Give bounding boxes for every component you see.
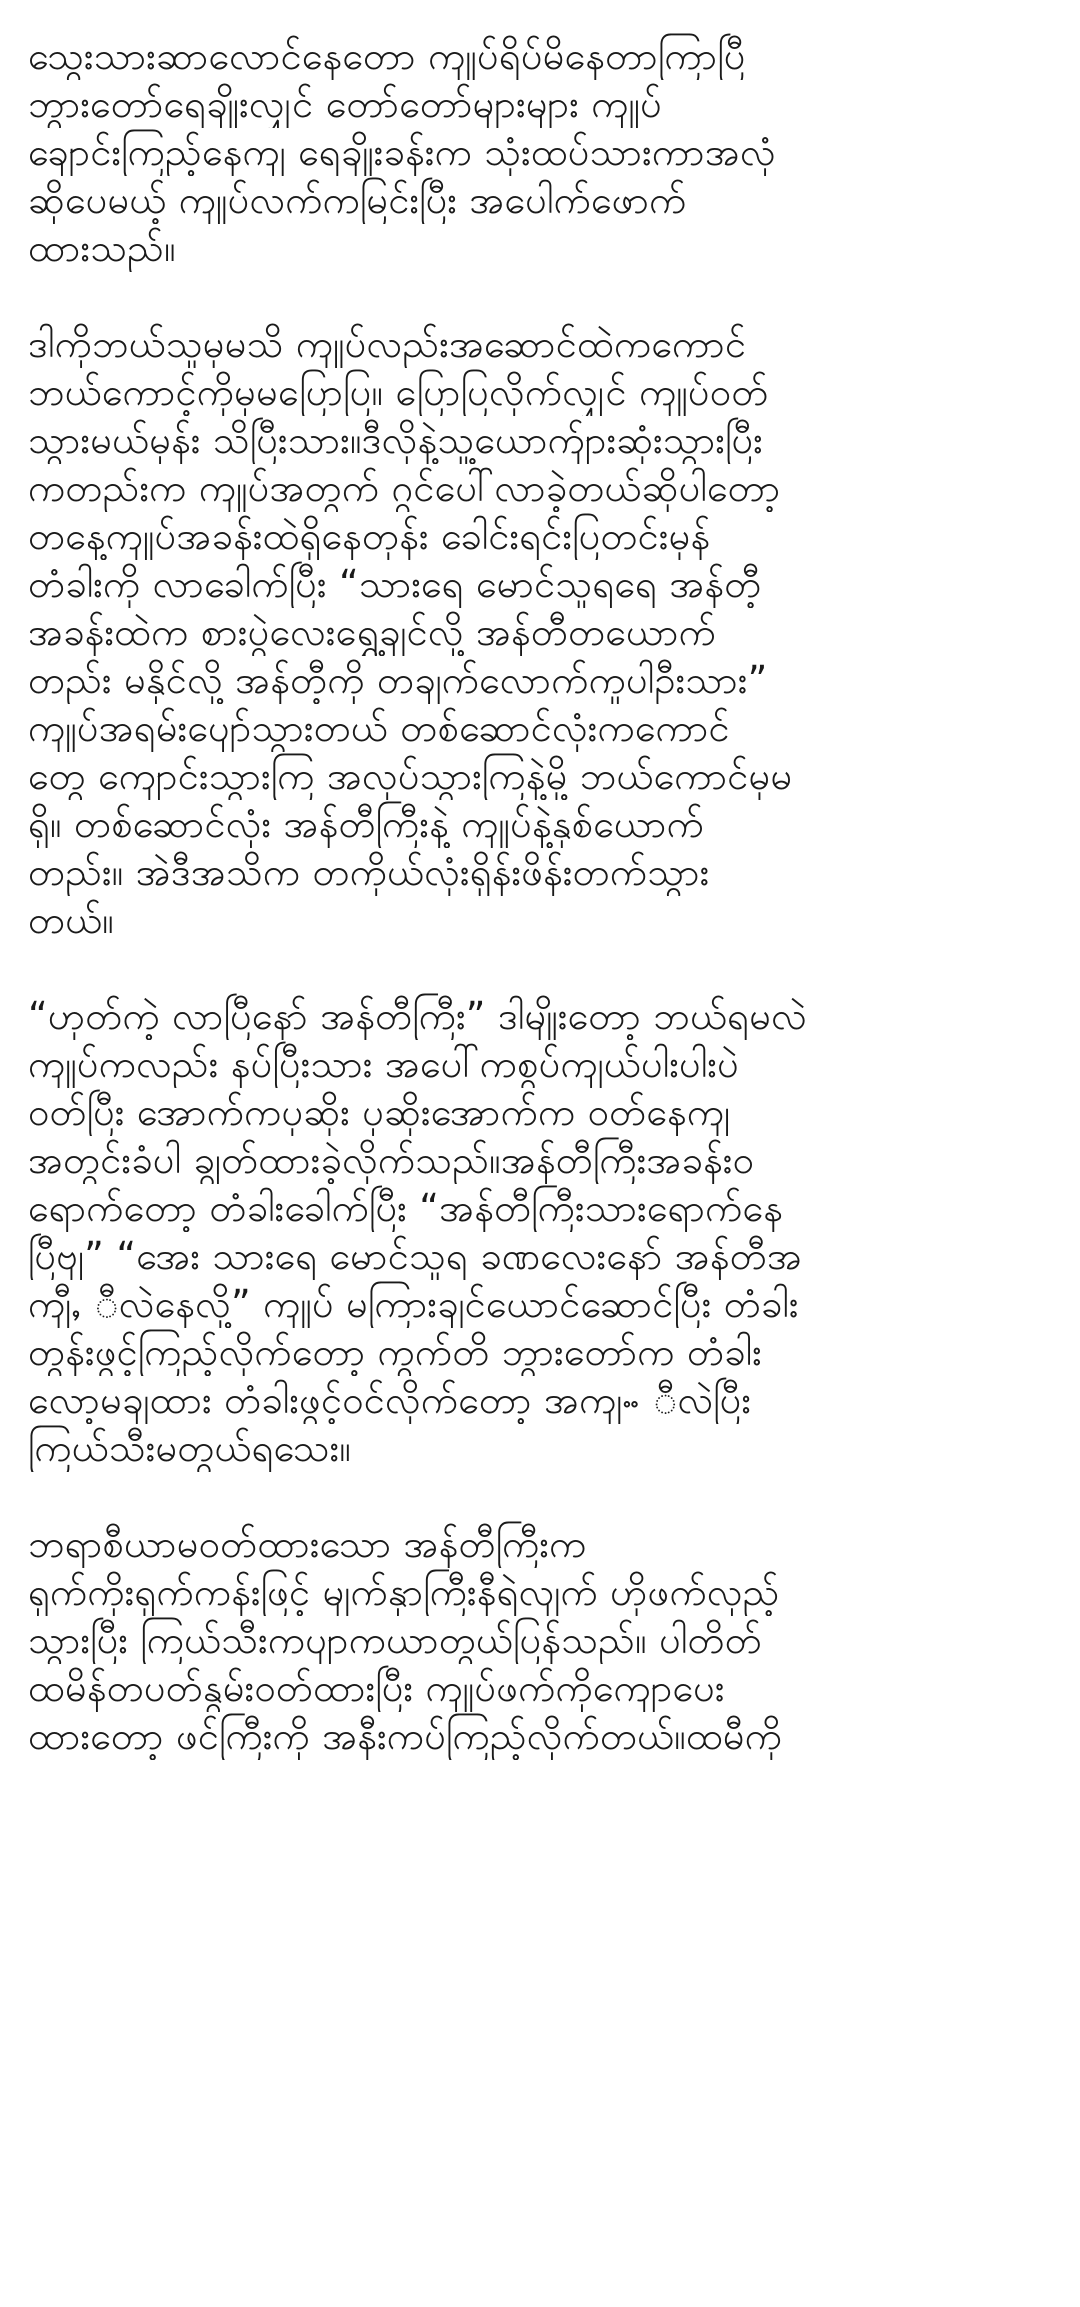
- text-line: သွားမယ်မှန်း သိပြီးသား။ဒီလိုနဲ့သူ့ယောက်ျားဆုံးသွားပြီး: [28, 418, 764, 462]
- paragraph-2: [28, 320, 1058, 944]
- text-line: သွားပြီး ကြယ်သီးကပျာကယာတွယ်ပြန်သည်။ ပါတိတ်: [28, 1618, 762, 1662]
- text-line: “ဟုတ်ကဲ့ လာပြီနော် အန်တီကြီး” ဒါမျိုးတော့ ဘယ်ရမလဲ: [28, 994, 807, 1038]
- text-line: တနေ့ကျုပ်အခန်းထဲရှိနေတုန်း ခေါင်းရင်းပြတင်းမှန်: [28, 514, 711, 558]
- text-line: ချောင်းကြည့်နေကျ ရေချိုးခန်းက သုံးထပ်သားကာအလုံ: [28, 130, 776, 174]
- text-line: တွန်းဖွင့်ကြည့်လိုက်တော့ ကွက်တိ ဘွားတော်က တံခါး: [28, 1330, 762, 1374]
- text-line: ရှိ။ တစ်ဆောင်လုံး အန်တီကြီးနဲ့ ကျုပ်နဲ့နှစ်ယောက်: [28, 802, 704, 846]
- article-body: [28, 0, 1058, 1808]
- text-line: ဘရာစီယာမဝတ်ထားသော အန်တီကြီးက: [28, 1522, 587, 1566]
- text-line: ဒါကိုဘယ်သူမှမသိ ကျုပ်လည်းအဆောင်ထဲကကောင်: [28, 322, 747, 366]
- text-line: သွေးသားဆာလောင်နေတော ကျုပ်ရိပ်မိနေတာကြာပြီ: [28, 34, 746, 78]
- paragraph-3: [28, 992, 1058, 1472]
- text-line: ကြယ်သီးမတွယ်ရသေး။: [28, 1426, 352, 1470]
- text-line: [28, 0, 1058, 32]
- text-line: တည်း မနိုင်လို့ အန်တီ့ကို တချက်လောက်ကူပါဦးသား”: [28, 658, 768, 702]
- text-line: ထမိန်တပတ်နွမ်းဝတ်ထားပြီး ကျုပ်ဖက်ကိုကျောပေး: [28, 1666, 725, 1710]
- paragraph-1: [28, 0, 1058, 272]
- text-line: ကျီႇ ီလဲနေလို့” ကျုပ် မကြားချင်ယောင်ဆောင်ပြီး တံခါး: [28, 1282, 799, 1326]
- text-line: အခန်းထဲက စားပွဲလေးရွှေ့ချင်လို့ အန်တီတယောက်: [28, 610, 717, 654]
- text-line: အတွင်းခံပါ ချွတ်ထားခဲ့လိုက်သည်။အန်တီကြီးအခန်းဝ: [28, 1138, 755, 1182]
- paragraph-4: [28, 1520, 1058, 1760]
- text-line: တွေ ကျောင်းသွားကြ အလုပ်သွားကြနဲ့မို့ ဘယ်ကောင်မှမ: [28, 754, 793, 798]
- text-line: ထားတော့ ဖင်ကြီးကို အနီးကပ်ကြည့်လိုက်တယ်။ထမီကို: [28, 1714, 783, 1758]
- text-line: တည်း။ အဲဒီအသိက တကိုယ်လုံးရှိန်းဖိန်းတက်သွား: [28, 850, 710, 894]
- text-line: ကျုပ်ကလည်း နပ်ပြီးသား အပေါ်ကစွပ်ကျယ်ပါးပါးပဲ: [28, 1042, 740, 1086]
- text-line: တယ်။: [28, 898, 114, 942]
- text-line: ရောက်တော့ တံခါးခေါက်ပြီး “အန်တီကြီးသားရောက်နေ: [28, 1186, 784, 1230]
- text-line: ဆိုပေမယ့် ကျုပ်လက်ကမြင်းပြီး အပေါက်ဖောက်: [28, 178, 687, 222]
- text-line: လော့မချထား တံခါးဖွင့်ဝင်လိုက်တော့ အကျႌ ီလဲပြီး: [28, 1378, 752, 1422]
- text-line: ကတည်းက ကျုပ်အတွက် ဂွင်ပေါ်လာခဲ့တယ်ဆိုပါတော့: [28, 466, 781, 510]
- text-line: ရှက်ကိုးရှက်ကန်းဖြင့် မျက်နှာကြီးနီရဲလျက် ဟိုဖက်လှည့်: [28, 1570, 780, 1614]
- text-line: ကျုပ်အရမ်းပျော်သွားတယ် တစ်ဆောင်လုံးကကောင်: [28, 706, 730, 750]
- text-line: တံခါးကို လာခေါက်ပြီး “သားရေ မောင်သူရရေ အန်တီ့: [28, 562, 762, 606]
- text-line: ဝတ်ပြီး အောက်ကပုဆိုး ပုဆိုးအောက်က ဝတ်နေကျ: [28, 1090, 731, 1134]
- text-line: ပြီဗျ” “အေး သားရေ မောင်သူရ ခဏလေးနော် အန်တီအ: [28, 1234, 803, 1278]
- text-line: ထားသည်။: [28, 226, 176, 270]
- text-line: ဘယ်ကောင့်ကိုမှမပြောပြ။ ပြောပြလိုက်လျှင် ကျုပ်ဝတ်: [28, 370, 769, 414]
- text-line: ဘွားတော်ရေချိုးလျှင် တော်တော်များများ ကျုပ်: [28, 82, 663, 126]
